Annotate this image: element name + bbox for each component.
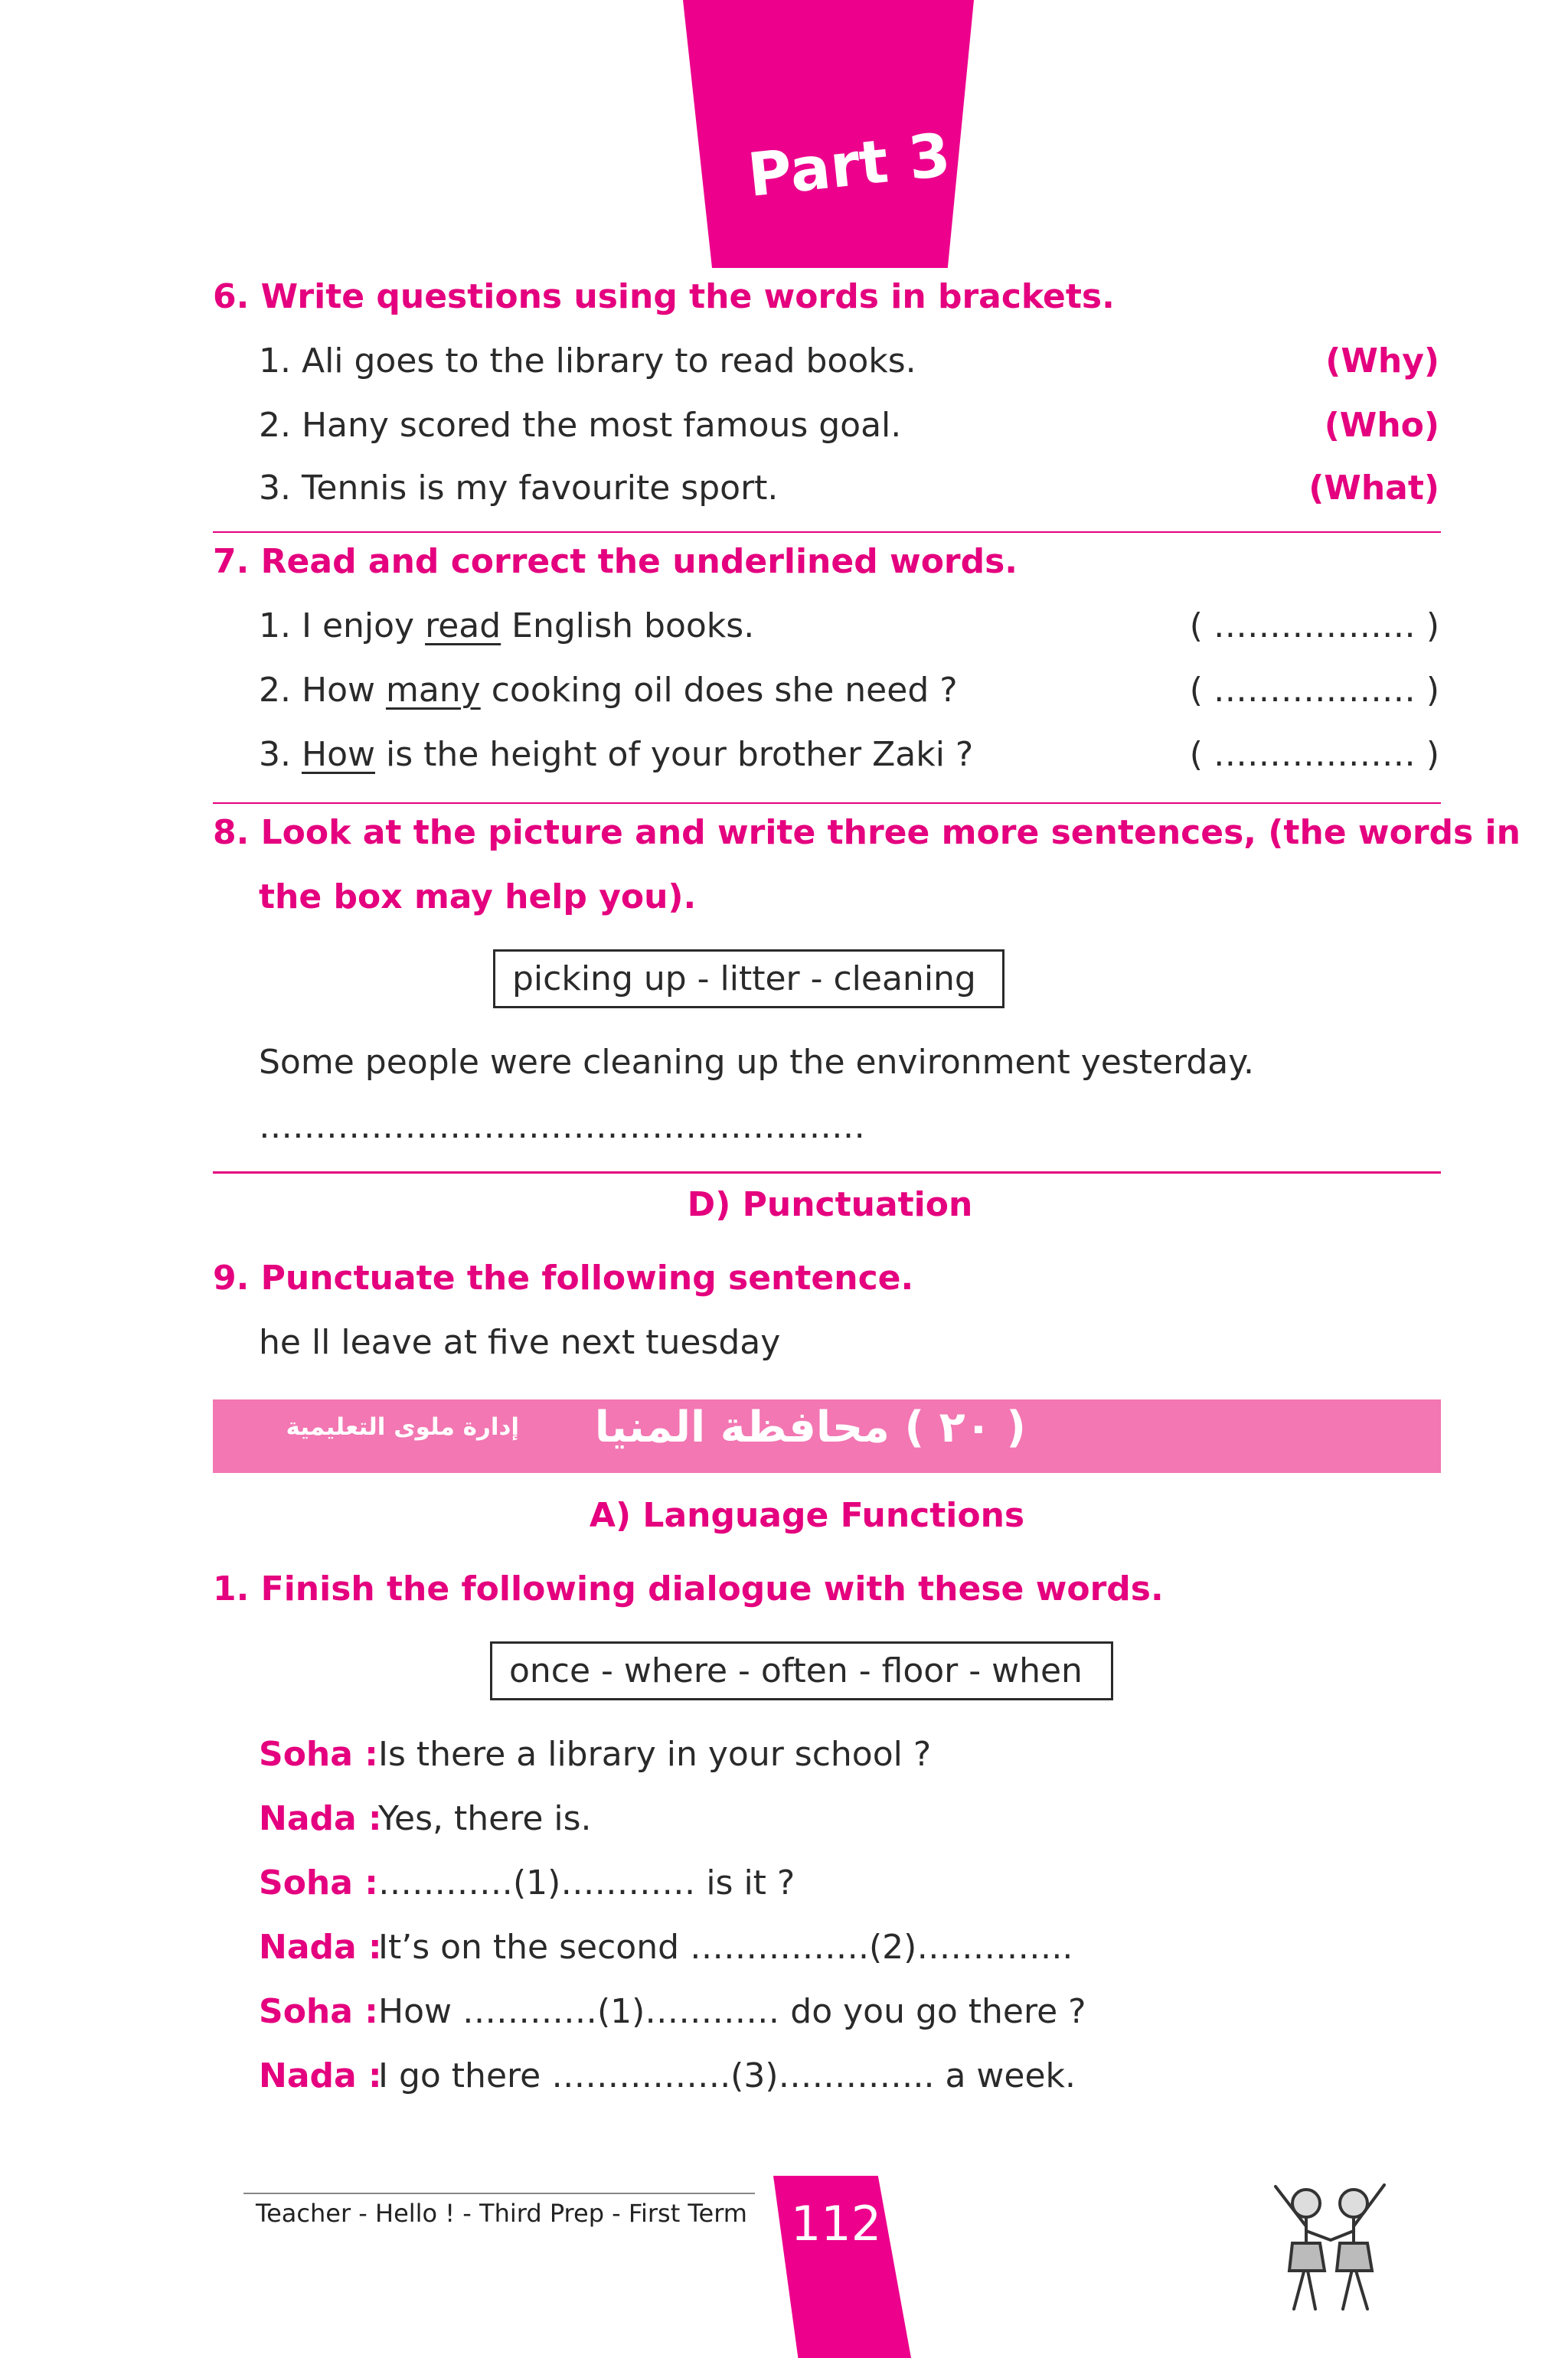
- q7-item-3: 3. How is the height of your brother Zaki ?: [259, 735, 974, 774]
- q7-heading: 7. Read and correct the underlined words.: [213, 542, 1018, 581]
- q6-heading: 6. Write questions using the words in brackets.: [213, 277, 1115, 316]
- dialogue-line: How …………(1)………… do you go there ?: [378, 1992, 1086, 2031]
- q6-hint-1: (Why): [1325, 341, 1439, 380]
- footer-book-title: Teacher - Hello ! - Third Prep - First Term: [256, 2199, 747, 2228]
- divider: [213, 531, 1441, 533]
- q7-answer-blank-3: ( ……………… ): [1189, 735, 1439, 774]
- q8-answer-line: ………………………………………………: [259, 1107, 865, 1146]
- page-number: 112: [790, 2196, 882, 2252]
- underlined-word: How: [301, 735, 375, 774]
- q6-hint-3: (What): [1308, 469, 1439, 508]
- q6-hint-2: (Who): [1324, 406, 1439, 445]
- q9-sentence: he ll leave at five next tuesday: [259, 1323, 781, 1362]
- q6-item-2: 2. Hany scored the most famous goal.: [259, 406, 902, 445]
- dialogue-speaker: Soha :: [259, 1863, 378, 1902]
- q1-word-box: once - where - often - floor - when: [490, 1641, 1113, 1700]
- dialogue-line: …………(1)………… is it ?: [378, 1863, 795, 1902]
- dialogue-speaker: Soha :: [259, 1735, 378, 1774]
- q7-answer-blank-2: ( ……………… ): [1189, 671, 1439, 710]
- dialogue-line: It’s on the second …………….(2)…………..: [378, 1928, 1073, 1967]
- dialogue-speaker: Nada :: [259, 2056, 382, 2095]
- q9-heading: 9. Punctuate the following sentence.: [213, 1259, 914, 1298]
- banner-district: إدارة ملوى التعليمية: [286, 1413, 519, 1441]
- section-a-title: A) Language Functions: [589, 1496, 1025, 1535]
- q8-heading-line1: 8. Look at the picture and write three more sentences, (the words in: [213, 813, 1521, 852]
- dialogue-speaker: Nada :: [259, 1928, 382, 1967]
- banner-governorate: ( ٢٠ ) محافظة المنيا: [594, 1403, 1026, 1452]
- dialogue-line: I go there …………….(3)………….. a week.: [378, 2056, 1076, 2095]
- q6-item-3: 3. Tennis is my favourite sport.: [259, 469, 779, 508]
- q8-heading-line2: the box may help you).: [259, 877, 697, 916]
- dialogue-line: Is there a library in your school ?: [378, 1735, 932, 1774]
- q8-example-sentence: Some people were cleaning up the environment yesterday.: [259, 1043, 1255, 1082]
- part-label: Part 3: [744, 120, 954, 211]
- section-d-title: D) Punctuation: [687, 1185, 973, 1224]
- underlined-word: read: [425, 606, 501, 645]
- kids-illustration-icon: [1260, 2164, 1398, 2324]
- q7-item-1: 1. I enjoy read English books.: [259, 606, 755, 645]
- divider: [213, 802, 1441, 804]
- q7-item-2: 2. How many cooking oil does she need ?: [259, 671, 958, 710]
- dialogue-speaker: Nada :: [259, 1799, 382, 1838]
- dialogue-line: Yes, there is.: [378, 1799, 592, 1838]
- dialogue-speaker: Soha :: [259, 1992, 378, 2031]
- footer-rule: [243, 2193, 755, 2194]
- q1-heading: 1. Finish the following dialogue with these words.: [213, 1569, 1164, 1608]
- q8-word-box: picking up - litter - cleaning: [493, 949, 1004, 1008]
- underlined-word: many: [385, 671, 481, 710]
- divider: [213, 1171, 1441, 1174]
- q7-answer-blank-1: ( ……………… ): [1189, 606, 1439, 645]
- q6-item-1: 1. Ali goes to the library to read books.: [259, 341, 916, 380]
